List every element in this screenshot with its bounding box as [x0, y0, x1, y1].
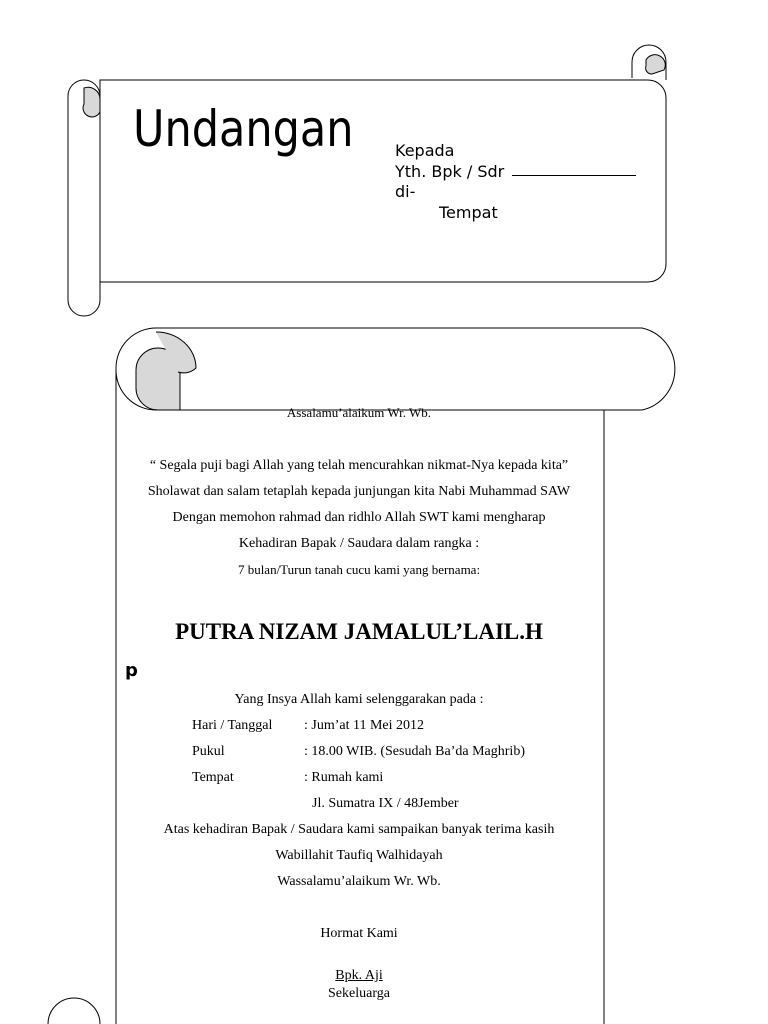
- closing-line: Wassalamu’alaikum Wr. Wb.: [277, 874, 441, 889]
- detail-label-date: Hari / Tanggal: [192, 718, 273, 733]
- recipient-name-blank-line: [512, 175, 636, 176]
- closing-line: Atas kehadiran Bapak / Saudara kami sampaikan banyak terima kasih: [163, 822, 555, 837]
- regards: Hormat Kami: [320, 926, 398, 941]
- child-name-wrap: p: [125, 660, 138, 681]
- invitation-title: Undangan: [133, 100, 354, 158]
- letter-line: “ Segala puji bagi Allah yang telah mencurahkan nikmat-Nya kepada kita”: [149, 458, 569, 473]
- detail-value-date: : Jum’at 11 Mei 2012: [304, 718, 425, 733]
- detail-label-place: Tempat: [192, 770, 234, 785]
- signer-name: Bpk. Aji: [335, 968, 383, 983]
- recipient-di-label: di-: [395, 182, 416, 201]
- letter-line: Kehadiran Bapak / Saudara dalam rangka :: [238, 536, 480, 551]
- detail-value-place: : Rumah kami: [304, 770, 384, 785]
- recipient-place-label: Tempat: [439, 203, 498, 222]
- detail-value-time: : 18.00 WIB. (Sesudah Ba’da Maghrib): [304, 744, 525, 759]
- schedule-intro: Yang Insya Allah kami selenggarakan pada :: [234, 692, 484, 707]
- letter-line: Dengan memohon rahmad dan ridhlo Allah SWT kami mengharap: [172, 510, 546, 525]
- signer-suffix: Sekeluarga: [328, 986, 390, 1001]
- recipient-to-label: Kepada: [395, 141, 455, 160]
- letter-scroll: [48, 328, 675, 1024]
- letter-line: 7 bulan/Turun tanah cucu kami yang bernama:: [237, 562, 481, 577]
- detail-address: Jl. Sumatra IX / 48Jember: [312, 796, 459, 811]
- child-name: PUTRA NIZAM JAMALUL’LAIL.H: [175, 619, 543, 644]
- recipient-yth-label: Yth. Bpk / Sdr: [395, 162, 505, 181]
- letter-greeting: Assalamu’alaikum Wr. Wb.: [286, 405, 432, 420]
- closing-line: Wabillahit Taufiq Walhidayah: [275, 848, 443, 863]
- header-scroll-banner: [68, 45, 666, 316]
- detail-label-time: Pukul: [192, 744, 225, 759]
- letter-line: Sholawat dan salam tetaplah kepada junjungan kita Nabi Muhammad SAW: [147, 484, 571, 499]
